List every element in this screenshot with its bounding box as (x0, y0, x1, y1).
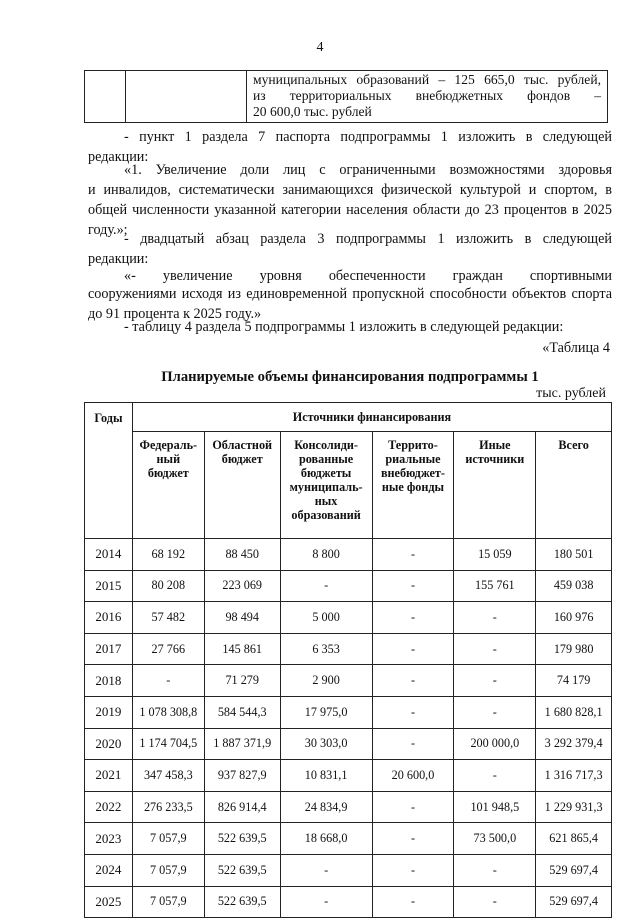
paragraph-4-line-1: «- увеличение уровня обеспеченности граждан спортивными (124, 268, 612, 284)
paragraph-5: - таблицу 4 раздела 5 подпрограммы 1 изложить в следующей редакции: (124, 319, 564, 335)
cell-municipal: 10 831,1 (280, 760, 372, 792)
cell-other: - (454, 696, 536, 728)
table-row (85, 791, 612, 823)
cell-municipal: 5 000 (280, 602, 372, 634)
page-number: 4 (316, 40, 324, 55)
cell-year: 2023 (85, 823, 133, 855)
table-row (85, 570, 612, 602)
cell-municipal: - (280, 570, 372, 602)
cell-year: 2018 (85, 665, 133, 697)
cell-year: 2019 (85, 696, 133, 728)
cell-municipal: 6 353 (280, 633, 372, 665)
header-municipal: Консолиди- рованные бюджеты муниципаль- ных образований (280, 432, 372, 539)
cell-total: 621 865,4 (536, 823, 612, 855)
cell-year: 2024 (85, 854, 133, 886)
cell-year: 2014 (85, 539, 133, 571)
table-row (85, 696, 612, 728)
cell-total: 529 697,4 (536, 886, 612, 918)
cell-total: 529 697,4 (536, 854, 612, 886)
cell-territorial: - (372, 854, 454, 886)
table-unit: тыс. рублей (536, 386, 606, 401)
continuation-line: из территориальных внебюджетных фондов – (253, 88, 601, 103)
cell-federal: 7 057,9 (132, 823, 204, 855)
cell-year: 2025 (85, 886, 133, 918)
cell-total: 179 980 (536, 633, 612, 665)
cell-regional: 1 887 371,9 (204, 728, 280, 760)
header-other: Иные источники (454, 432, 536, 539)
cell-municipal: 8 800 (280, 539, 372, 571)
cell-total: 1 680 828,1 (536, 696, 612, 728)
cell-regional: 88 450 (204, 539, 280, 571)
cell-regional: 522 639,5 (204, 854, 280, 886)
paragraph-1-line-1: - пункт 1 раздела 7 паспорта подпрограммы 1 изложить в следующей (124, 129, 612, 145)
cell-municipal: 18 668,0 (280, 823, 372, 855)
cell-federal: 7 057,9 (132, 854, 204, 886)
continuation-line: муниципальных образований – 125 665,0 тыс. рублей, (253, 72, 601, 87)
cell-territorial: - (372, 823, 454, 855)
continuation-cell-text (247, 71, 608, 123)
paragraph-2-line-1: «1. Увеличение доли лиц с ограниченными возможностями здоровья (124, 162, 612, 178)
cell-year: 2017 (85, 633, 133, 665)
cell-total: 1 316 717,3 (536, 760, 612, 792)
cell-year: 2022 (85, 791, 133, 823)
paragraph-1-line-2: редакции: (88, 149, 149, 165)
cell-territorial: - (372, 728, 454, 760)
cell-federal: 347 458,3 (132, 760, 204, 792)
table-row (85, 760, 612, 792)
table-row (85, 539, 612, 571)
paragraph-2-body: и инвалидов, систематически занимающихся физической культурой и спортом, в общей численности указанной категории населения области до 23 процентов в 2025 году.»; (88, 182, 612, 238)
cell-territorial: - (372, 696, 454, 728)
table-row (85, 854, 612, 886)
cell-total: 74 179 (536, 665, 612, 697)
cell-municipal: - (280, 854, 372, 886)
cell-territorial: - (372, 665, 454, 697)
continuation-table (84, 70, 608, 123)
cell-regional: 937 827,9 (204, 760, 280, 792)
paragraph-3-line-2: редакции: (88, 251, 149, 267)
cell-total: 1 229 931,3 (536, 791, 612, 823)
cell-other: 101 948,5 (454, 791, 536, 823)
cell-total: 180 501 (536, 539, 612, 571)
cell-total: 3 292 379,4 (536, 728, 612, 760)
cell-federal: 27 766 (132, 633, 204, 665)
cell-territorial: - (372, 633, 454, 665)
cell-other: 200 000,0 (454, 728, 536, 760)
cell-regional: 145 861 (204, 633, 280, 665)
cell-regional: 71 279 (204, 665, 280, 697)
cell-federal: 57 482 (132, 602, 204, 634)
header-territorial: Террито- риальные внебюджет- ные фонды (372, 432, 454, 539)
cell-territorial: - (372, 602, 454, 634)
cell-regional: 522 639,5 (204, 823, 280, 855)
cell-total: 160 976 (536, 602, 612, 634)
cell-other: 155 761 (454, 570, 536, 602)
cell-territorial: - (372, 570, 454, 602)
table-caption: «Таблица 4 (542, 340, 610, 356)
cell-other: - (454, 760, 536, 792)
table-row (85, 728, 612, 760)
cell-territorial: 20 600,0 (372, 760, 454, 792)
table-row (85, 665, 612, 697)
header-regional: Областной бюджет (204, 432, 280, 539)
cell-regional: 522 639,5 (204, 886, 280, 918)
cell-other: 73 500,0 (454, 823, 536, 855)
header-sources: Источники финансирования (132, 403, 611, 432)
cell-federal: 68 192 (132, 539, 204, 571)
cell-year: 2015 (85, 570, 133, 602)
continuation-cell-empty-1 (85, 71, 126, 123)
cell-regional: 584 544,3 (204, 696, 280, 728)
cell-regional: 223 069 (204, 570, 280, 602)
cell-other: - (454, 886, 536, 918)
cell-federal: 276 233,5 (132, 791, 204, 823)
paragraph-4-body: сооружениями исходя из единовременной пропускной способности объектов спорта до 91 процента к 2025 году.» (88, 286, 612, 322)
table-row (85, 633, 612, 665)
finance-table-body (85, 539, 612, 918)
cell-federal: 1 174 704,5 (132, 728, 204, 760)
header-total: Всего (536, 432, 612, 539)
cell-territorial: - (372, 791, 454, 823)
cell-federal: 80 208 (132, 570, 204, 602)
header-years: Годы (85, 403, 133, 539)
cell-federal: 1 078 308,8 (132, 696, 204, 728)
cell-year: 2020 (85, 728, 133, 760)
cell-other: - (454, 665, 536, 697)
finance-table (84, 402, 612, 918)
continuation-cell-empty-2 (126, 71, 247, 123)
table-row (85, 886, 612, 918)
cell-total: 459 038 (536, 570, 612, 602)
cell-municipal: - (280, 886, 372, 918)
cell-other: 15 059 (454, 539, 536, 571)
cell-territorial: - (372, 539, 454, 571)
cell-territorial: - (372, 886, 454, 918)
table-title: Планируемые объемы финансирования подпрограммы 1 (161, 369, 539, 385)
cell-other: - (454, 602, 536, 634)
cell-year: 2021 (85, 760, 133, 792)
cell-municipal: 30 303,0 (280, 728, 372, 760)
table-row (85, 823, 612, 855)
continuation-line: 20 600,0 тыс. рублей (253, 104, 372, 119)
cell-regional: 826 914,4 (204, 791, 280, 823)
paragraph-3-line-1: - двадцатый абзац раздела 3 подпрограммы 1 изложить в следующей (124, 231, 612, 247)
cell-municipal: 17 975,0 (280, 696, 372, 728)
cell-federal: 7 057,9 (132, 886, 204, 918)
cell-regional: 98 494 (204, 602, 280, 634)
cell-municipal: 2 900 (280, 665, 372, 697)
table-row (85, 602, 612, 634)
header-federal: Федераль- ный бюджет (132, 432, 204, 539)
cell-municipal: 24 834,9 (280, 791, 372, 823)
cell-year: 2016 (85, 602, 133, 634)
cell-other: - (454, 633, 536, 665)
cell-other: - (454, 854, 536, 886)
cell-federal: - (132, 665, 204, 697)
